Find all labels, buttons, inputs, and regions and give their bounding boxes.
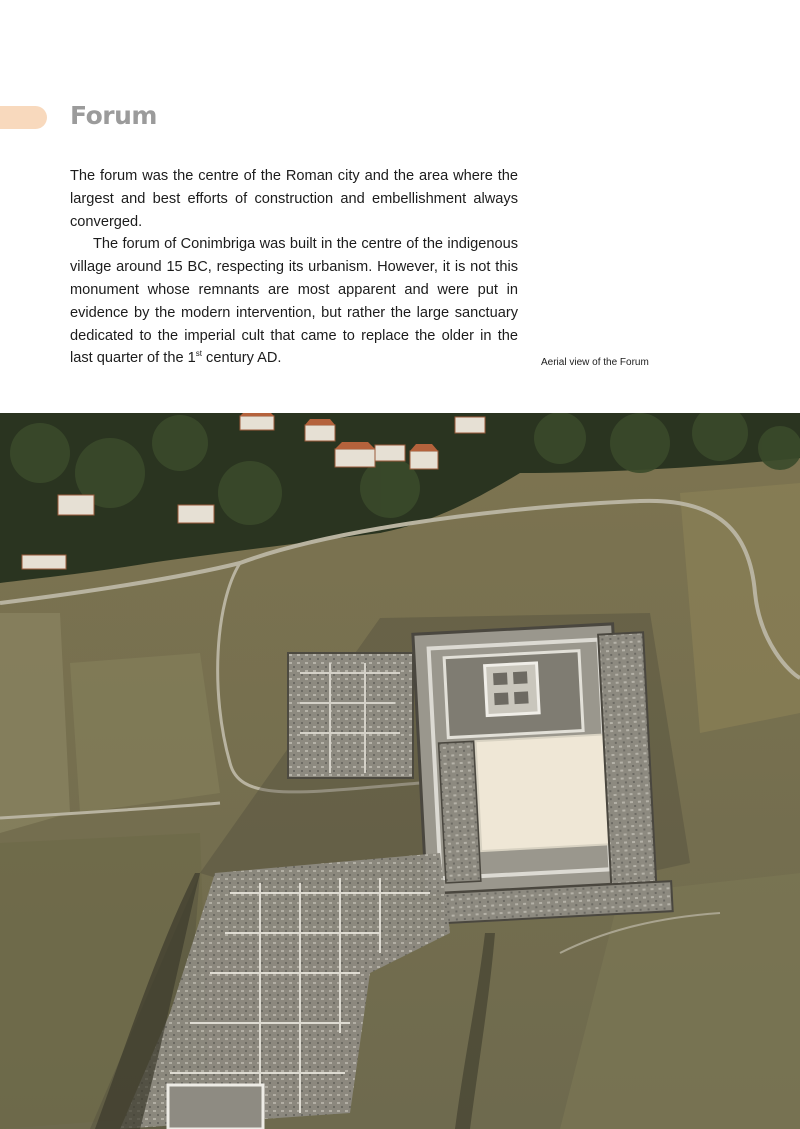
- paragraph-2-superscript: st: [195, 349, 202, 359]
- paragraph-1: The forum was the centre of the Roman city and the area where the largest and best efforts of construction and embellishment always converged.: [70, 168, 518, 230]
- paragraph-2: [70, 233, 518, 370]
- figure-caption: Aerial view of the Forum: [541, 357, 649, 368]
- body-text: [70, 165, 518, 370]
- aerial-view-photo: [0, 413, 800, 1129]
- paragraph-2-main: The forum of Conimbriga was built in the centre of the indigenous village around 15 BC, respecting its urbanism. However, it is not this monument whose remnants are most apparent and were put in evidence by the modern intervention, but rather the large sanctuary dedicated to the imperial cult that came to replace the older in the last quarter of the 1: [70, 236, 518, 367]
- section-title: Forum: [70, 101, 157, 130]
- section-tab-marker: [0, 106, 47, 129]
- paragraph-2-end: century AD.: [201, 350, 282, 367]
